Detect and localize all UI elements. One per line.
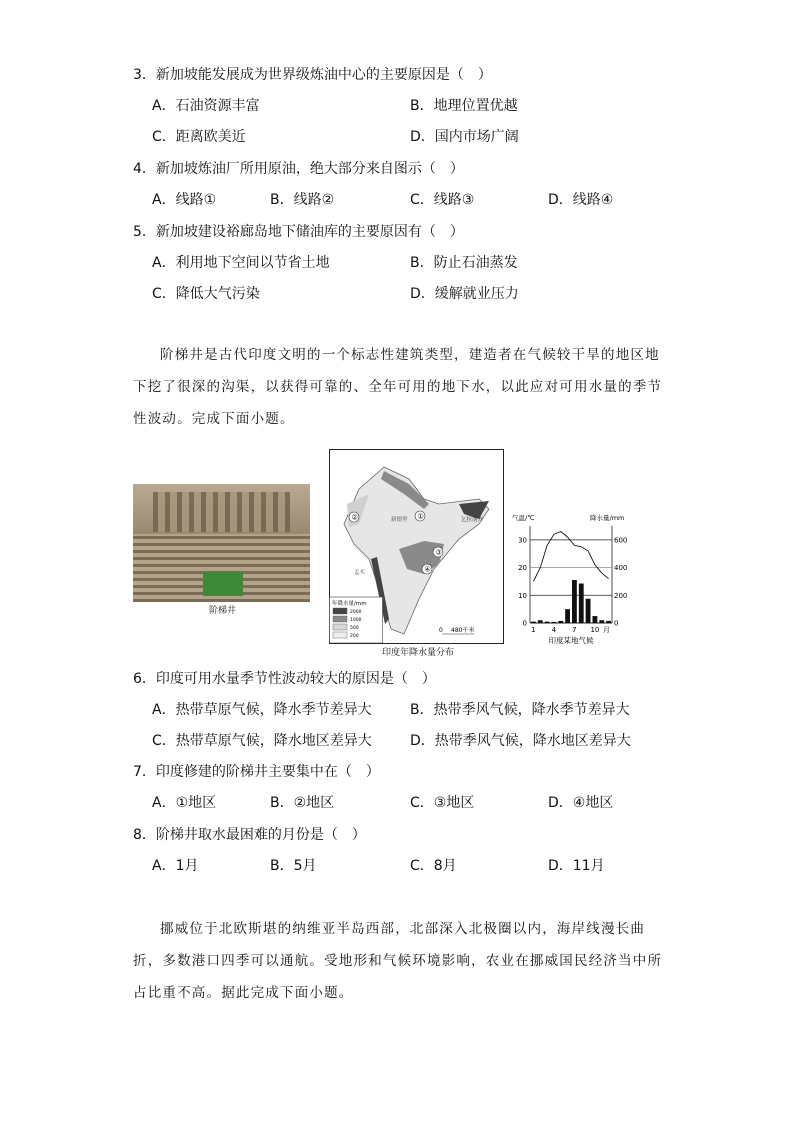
precip-bar xyxy=(586,599,591,623)
y-right-tick: 400 xyxy=(614,564,628,573)
legend-swatch xyxy=(333,608,347,614)
legend-label: 1000 xyxy=(350,618,362,623)
map-label-delhi: 新德里 xyxy=(391,517,408,523)
legend-swatch xyxy=(333,616,347,622)
answer-option[interactable]: C．降低大气污染 xyxy=(152,286,260,302)
precip-bar xyxy=(599,620,604,623)
y-left-tick: 20 xyxy=(518,564,527,573)
map-caption: 印度年降水量分布 xyxy=(382,648,455,658)
answer-option[interactable]: C．热带草原气候，降水地区差异大 xyxy=(152,733,372,749)
legend-swatch xyxy=(333,632,347,638)
answer-option[interactable]: D．缓解就业压力 xyxy=(410,286,519,302)
precip-bar xyxy=(593,616,598,623)
precip-bar xyxy=(552,622,557,623)
legend-swatch xyxy=(333,624,347,630)
answer-option[interactable]: B．②地区 xyxy=(270,795,335,811)
y-left-label: 气温/℃ xyxy=(512,514,535,522)
answer-option[interactable]: D．线路④ xyxy=(548,192,614,208)
map-label-cherrapunji: 乞拉朋齐 xyxy=(461,517,484,523)
precip-bar xyxy=(572,580,577,623)
question-stem: 7．印度修建的阶梯井主要集中在（ ） xyxy=(133,764,380,780)
map-label-1: ① xyxy=(417,512,424,521)
answer-option[interactable]: B．5月 xyxy=(270,858,317,874)
precip-bar xyxy=(545,622,550,623)
x-tick: 10 xyxy=(590,626,600,634)
map-label-2: ② xyxy=(351,513,358,522)
x-unit: 月 xyxy=(603,626,610,634)
answer-option[interactable]: D．热带季风气候，降水地区差异大 xyxy=(410,733,631,749)
y-right-tick: 0 xyxy=(614,619,619,628)
answer-option[interactable]: A．石油资源丰富 xyxy=(152,98,260,114)
india-rainfall-map xyxy=(329,449,504,644)
y-left-tick: 0 xyxy=(522,619,527,628)
legend-label: 500 xyxy=(350,626,359,631)
stepwell-photo xyxy=(133,484,310,602)
question-stem: 3．新加坡能发展成为世界级炼油中心的主要原因是（ ） xyxy=(133,67,492,83)
answer-option[interactable]: C．线路③ xyxy=(410,192,475,208)
answer-option[interactable]: A．①地区 xyxy=(152,795,217,811)
photo-caption: 阶梯井 xyxy=(209,606,237,616)
map-label-4: ④ xyxy=(424,565,431,574)
precip-bar xyxy=(538,620,543,623)
precip-bar xyxy=(579,584,584,623)
y-left-tick: 30 xyxy=(518,536,527,545)
answer-option[interactable]: A．热带草原气候，降水季节差异大 xyxy=(152,702,372,718)
legend-label: 200 xyxy=(350,634,359,639)
answer-option[interactable]: B．防止石油蒸发 xyxy=(410,255,518,271)
answer-option[interactable]: D．国内市场广阔 xyxy=(410,129,519,145)
answer-option[interactable]: A．1月 xyxy=(152,858,199,874)
answer-option[interactable]: C．③地区 xyxy=(410,795,475,811)
x-tick: 1 xyxy=(531,626,536,634)
map-label-3: ③ xyxy=(435,548,442,557)
climate-chart xyxy=(510,508,635,648)
map-label-mumbai: 孟买 xyxy=(354,570,366,576)
question-stem: 6．印度可用水量季节性波动较大的原因是（ ） xyxy=(133,671,436,687)
answer-option[interactable]: B．线路② xyxy=(270,192,335,208)
precip-bar xyxy=(606,621,611,623)
chart-title: 印度某地气候 xyxy=(548,636,594,645)
legend-label: 2000 xyxy=(350,610,362,615)
precip-bar xyxy=(531,622,536,623)
question-stem: 5．新加坡建设裕廊岛地下储油库的主要原因有（ ） xyxy=(133,224,464,240)
precip-bar xyxy=(558,621,563,623)
answer-option[interactable]: C．8月 xyxy=(410,858,457,874)
question-stem: 8．阶梯井取水最困难的月份是（ ） xyxy=(133,827,366,843)
y-left-tick: 10 xyxy=(518,591,527,600)
precip-bar xyxy=(565,609,570,623)
answer-option[interactable]: B．地理位置优越 xyxy=(410,98,518,114)
answer-option[interactable]: A．线路① xyxy=(152,192,217,208)
y-right-label: 降水量/mm xyxy=(590,514,625,522)
x-tick: 7 xyxy=(572,626,577,634)
answer-option[interactable]: C．距离欧美近 xyxy=(152,129,246,145)
answer-option[interactable]: B．热带季风气候，降水季节差异大 xyxy=(410,702,630,718)
answer-option[interactable]: A．利用地下空间以节省土地 xyxy=(152,255,330,271)
passage-norway: 挪威位于北欧斯堪的纳维亚半岛西部，北部深入北极圈以内，海岸线漫长曲折，多数港口四季可以通航。受地形和气候环境影响，农业在挪威国民经济当中所占比重不高。据此完成下面小题。 xyxy=(133,921,663,1001)
passage-stepwell: 阶梯井是古代印度文明的一个标志性建筑类型，建造者在气候较干旱的地区地下挖了很深的沟渠，以获得可靠的、全年可用的地下水，以此应对可用水量的季节性波动。完成下面小题。 xyxy=(133,347,663,427)
x-tick: 4 xyxy=(551,626,557,634)
y-right-tick: 600 xyxy=(614,536,628,545)
question-stem: 4．新加坡炼油厂所用原油，绝大部分来自图示（ ） xyxy=(133,161,464,177)
scale-zero: 0 xyxy=(439,627,443,634)
y-right-tick: 200 xyxy=(614,591,628,600)
answer-option[interactable]: D．11月 xyxy=(548,858,605,874)
legend-title: 年降水量/mm xyxy=(332,601,367,607)
scale-label: 480千米 xyxy=(451,627,475,634)
answer-option[interactable]: D．④地区 xyxy=(548,795,614,811)
temperature-line xyxy=(533,532,608,582)
